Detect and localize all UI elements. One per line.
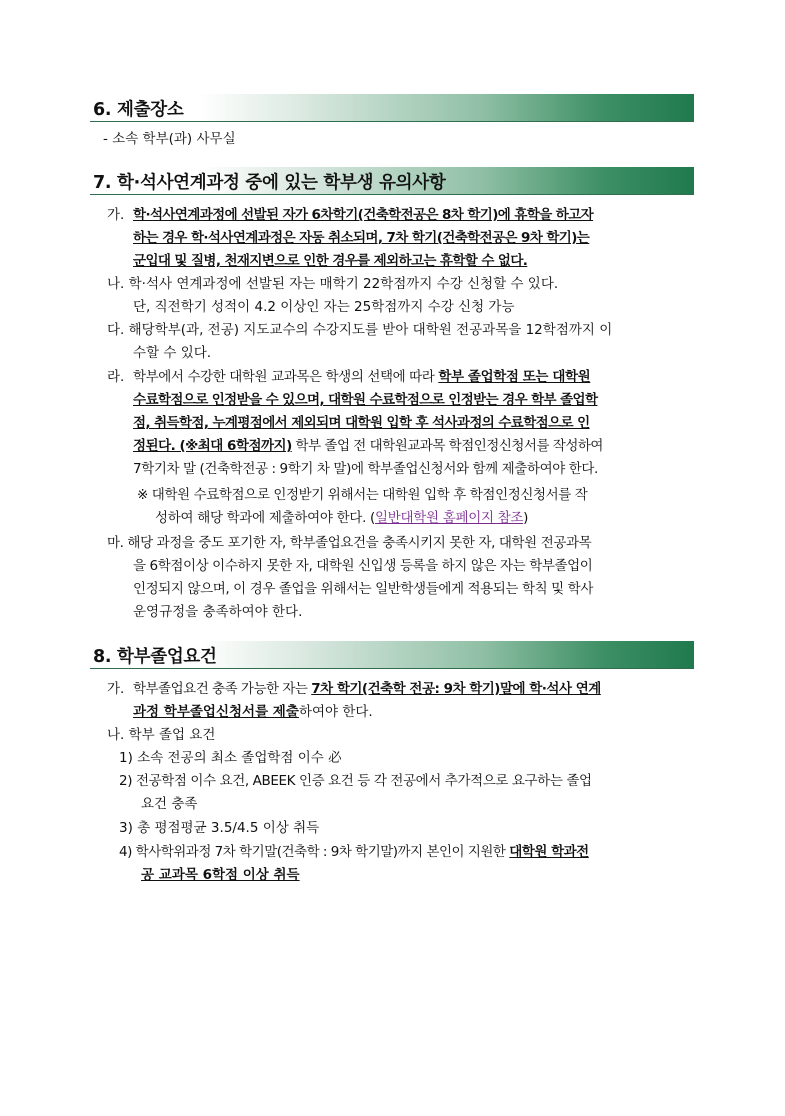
item-ra-line: 점, 취득학점, 누계평점에서 제외되며 대학원 입학 후 석사과정의 수료학점으로 인	[133, 415, 590, 431]
item-ga-line	[133, 703, 373, 721]
item-ga-line	[133, 680, 601, 698]
item-ga-line: 학·석사연계과정에 선발된 자가 6차학기(건축학전공은 8차 학기)에 휴학을 하고자	[133, 207, 594, 223]
req-plain-text: 4) 학사학위과정 7차 학기말(건축학 : 9차 학기말)까지 본인이 지원한	[119, 844, 510, 860]
item-da-line: 수할 수 있다.	[133, 345, 212, 361]
note-line: ※ 대학원 수료학점으로 인정받기 위해서는 대학원 입학 후 학점인정신청서를 작	[137, 487, 588, 503]
item-ga-line: 군입대 및 질병, 천재지변으로 인한 경우를 제외하고는 휴학할 수 없다.	[133, 253, 528, 269]
note-line	[155, 509, 528, 527]
section-header-8	[90, 641, 694, 669]
ga-plain-text: 학부졸업요건 충족 가능한 자는	[133, 681, 312, 697]
item-ra-line: 수료학점으로 인정받을 수 있으며, 대학원 수료학점으로 인정받는 경우 학부 졸업학	[133, 392, 598, 408]
ra-emphasis-text: 학부 졸업학점 또는 대학원	[438, 369, 591, 385]
requirement-item: 3) 총 평점평균 3.5/4.5 이상 취득	[119, 820, 320, 836]
note-plain-text: )	[523, 510, 529, 526]
item-ga-mark: 가.	[107, 207, 125, 223]
item-ra-mark: 라.	[107, 369, 125, 385]
item-ra-line	[133, 437, 603, 455]
requirement-item: 요건 충족	[141, 796, 198, 812]
submission-place: - 소속 학부(과) 사무실	[103, 131, 236, 147]
section-header-7	[90, 167, 694, 195]
requirement-item	[119, 843, 589, 861]
item-na-line: 단, 직전학기 성적이 4.2 이상인 자는 25학점까지 수강 신청 가능	[133, 299, 515, 315]
item-ma-line: 을 6학점이상 이수하지 못한 자, 대학원 신입생 등록을 하지 않은 자는 학부졸업이	[133, 558, 593, 574]
section-header-6	[90, 94, 694, 122]
item-ma-line: 운영규정을 충족하여야 한다.	[133, 604, 303, 620]
ga-plain-text: 하여야 한다.	[298, 704, 373, 720]
section-title: 8. 학부졸업요건	[93, 647, 217, 667]
ra-plain-text: 학부에서 수강한 대학원 교과목은 학생의 선택에 따라	[133, 369, 439, 385]
item-ma-line: 마. 해당 과정을 중도 포기한 자, 학부졸업요건을 충족시키지 못한 자, 대학원 전공과목	[107, 535, 592, 551]
ga-emphasis-text: 7차 학기(건축학 전공: 9차 학기)말에 학·석사 연계	[311, 681, 601, 697]
item-ga-line: 하는 경우 학·석사연계과정은 자동 취소되며, 7차 학기(건축학전공은 9차 학기)는	[133, 230, 590, 246]
req-emphasis-text: 대학원 학과전	[509, 844, 589, 860]
requirement-item: 2) 전공학점 이수 요건, ABEEK 인증 요건 등 각 전공에서 추가적으로 요구하는 졸업	[119, 773, 592, 789]
item-na-line: 나. 학부 졸업 요건	[107, 727, 216, 743]
item-ga-mark: 가.	[107, 681, 125, 697]
section-title: 7. 학·석사연계과정 중에 있는 학부생 유의사항	[93, 173, 446, 193]
item-da-line: 다. 해당학부(과, 전공) 지도교수의 수강지도를 받아 대학원 전공과목을 12학점까지 이	[107, 322, 613, 338]
item-na-line: 나. 학·석사 연계과정에 선발된 자는 매학기 22학점까지 수강 신청할 수 있다.	[107, 276, 559, 292]
requirement-item: 공 교과목 6학점 이상 취득	[141, 867, 300, 883]
item-ra-line	[133, 368, 590, 386]
requirement-item: 1) 소속 전공의 최소 졸업학점 이수 必	[119, 750, 342, 766]
graduate-homepage-link[interactable]: 일반대학원 홈페이지 참조	[375, 510, 524, 526]
note-plain-text: 성하여 해당 학과에 제출하여야 한다. (	[155, 510, 376, 526]
item-ra-line: 7학기차 말 (건축학전공 : 9학기 차 말)에 학부졸업신청서와 함께 제출하여야 한다.	[133, 461, 598, 477]
ra-plain-text: 학부 졸업 전 대학원교과목 학점인정신청서를 작성하여	[291, 438, 603, 454]
ra-emphasis-text: 정된다. (※최대 6학점까지)	[133, 438, 292, 454]
ga-emphasis-text: 과정 학부졸업신청서를 제출	[133, 704, 299, 720]
section-title: 6. 제출장소	[93, 100, 184, 120]
item-ma-line: 인정되지 않으며, 이 경우 졸업을 위해서는 일반학생들에게 적용되는 학칙 및 학사	[133, 581, 593, 597]
